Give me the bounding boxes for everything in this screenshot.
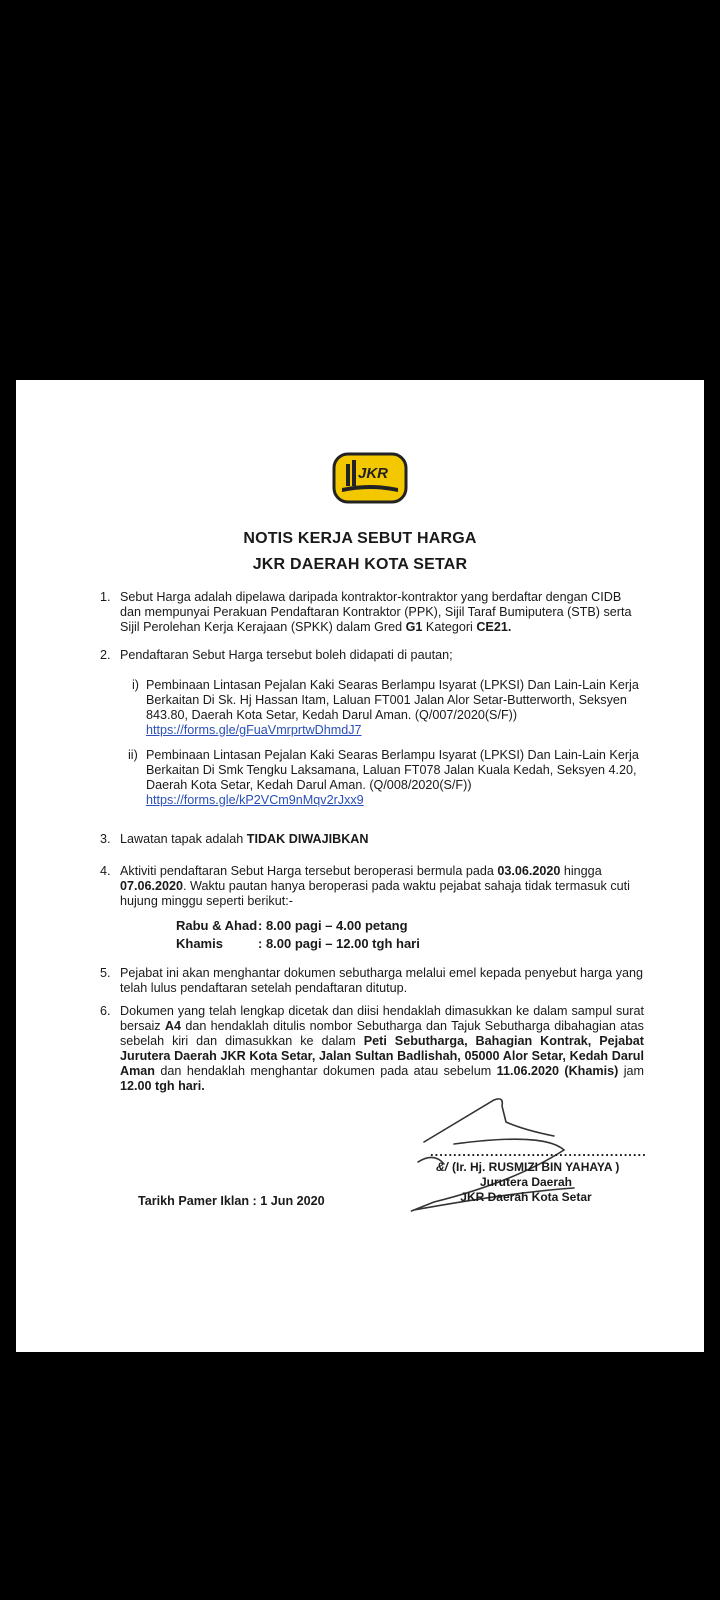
item-text: jam (618, 1064, 644, 1078)
sub-item-text: Pembinaan Lintasan Pejalan Kaki Searas Berlampu Isyarat (LPKSI) Dan Lain-Lain Kerja Berkaitan Di Sk. Hj Hassan Itam, Laluan FT001 Jalan Alor Setar-Butterworth, Seksyen 843.80, Daerah Kota Setar, Kedah Darul Aman. (Q/007/2020(S/F)) (146, 678, 639, 722)
item-2 (100, 648, 644, 663)
item-number: 3. (100, 832, 111, 846)
item-text: dan hendaklah menghantar dokumen pada atau sebelum (155, 1064, 497, 1078)
hours-time: : 8.00 pagi – 4.00 petang (258, 918, 408, 933)
item-bold: 11.06.2020 (Khamis) (496, 1064, 619, 1078)
logo-tower-a (346, 464, 350, 486)
signatory-title: Jurutera Daerah (479, 1175, 573, 1189)
signature-dots: ............................................... (430, 1144, 647, 1159)
item-6 (100, 1004, 645, 1094)
item-bold: 03.06.2020 (497, 864, 561, 878)
item-bold: G1 (405, 620, 423, 634)
notice-date: Tarikh Pamer Iklan : 1 Jun 2020 (138, 1194, 325, 1208)
item-bold: 12.00 tgh hari. (120, 1079, 205, 1093)
item-bold: 07.06.2020 (120, 879, 184, 893)
item-number: 1. (100, 590, 111, 604)
item-text: Aktiviti pendaftaran Sebut Harga tersebut beroperasi bermula pada (120, 864, 498, 878)
logo-tower-b (352, 460, 356, 486)
notice-document (16, 380, 704, 1352)
item-text: Pejabat ini akan menghantar dokumen sebutharga melalui emel kepada penyebut harga yang telah lulus pendaftaran setelah pendaftaran ditutup. (120, 966, 643, 995)
item-text: Sebut Harga adalah dipelawa daripada kontraktor-kontraktor yang berdaftar dengan CIDB dan mempunyai Perakuan Pendaftaran Kontraktor (PPK), Sijil Taraf Bumiputera (STB) serta Sijil Perolehan Kerja Kerajaan (SPKK) dalam Gred (120, 590, 632, 634)
item-number: 6. (100, 1004, 111, 1018)
item-number: 5. (100, 966, 111, 980)
hours-row-1 (176, 918, 408, 933)
registration-link-1[interactable]: https://forms.gle/gFuaVmrprtwDhmdJ7 (146, 723, 362, 737)
item-number: 2. (100, 648, 111, 662)
sub-item-number: ii) (128, 748, 138, 762)
sub-item-i (132, 678, 644, 738)
item-bold: CE21. (476, 620, 512, 634)
registration-link-2[interactable]: https://forms.gle/kP2VCm9nMqv2rJxx9 (146, 793, 364, 807)
item-text: Lawatan tapak adalah (120, 832, 247, 846)
item-3 (100, 832, 644, 847)
item-number: 4. (100, 864, 111, 878)
sub-item-ii (128, 748, 644, 808)
item-text: . Waktu pautan hanya beroperasi pada waktu pejabat sahaja tidak termasuk cuti hujung minggu seperti berikut:- (120, 879, 630, 908)
logo-text: JKR (358, 465, 389, 482)
item-bold: A4 (164, 1019, 182, 1033)
signatory-office: JKR Daerah Kota Setar (460, 1190, 592, 1204)
signature-block: &/ (Ir. Hj. RUSMIZI BIN YAHAYA ) Jurutera Daerah JKR Daerah Kota Setar (406, 1160, 646, 1205)
signatory-name: (Ir. Hj. RUSMIZI BIN YAHAYA ) (452, 1160, 620, 1174)
sub-item-text: Pembinaan Lintasan Pejalan Kaki Searas Berlampu Isyarat (LPKSI) Dan Lain-Lain Kerja Berkaitan Di Smk Tengku Laksamana, Laluan FT078 Jalan Kuala Kedah, Seksyen 4.20, Daerah Kota Setar, Kedah Darul Aman. (Q/008/2020(S/F)) (146, 748, 639, 792)
notice-title: NOTIS KERJA SEBUT HARGA (243, 530, 477, 547)
notice-subtitle: JKR DAERAH KOTA SETAR (252, 556, 468, 573)
item-1 (100, 590, 644, 635)
hours-row-2 (176, 936, 420, 951)
hours-day: Rabu & Ahad (176, 918, 258, 933)
item-text: Pendaftaran Sebut Harga tersebut boleh didapati di pautan; (120, 648, 453, 662)
sub-item-number: i) (132, 678, 139, 692)
item-4 (100, 864, 644, 909)
hours-day: Khamis (176, 936, 223, 951)
jkr-logo (332, 452, 408, 504)
item-text: dan hendaklah ditulis nombor Sebutharga dan Tajuk Sebutharga dibahagian atas sebelah kiri dan dimasukkan ke dalam (120, 1019, 644, 1048)
item-bold: TIDAK DIWAJIBKAN (246, 832, 369, 846)
item-text: hingga (560, 864, 602, 878)
item-text: Kategori (422, 620, 477, 634)
hours-time: : 8.00 pagi – 12.00 tgh hari (258, 936, 420, 951)
item-5 (100, 966, 644, 996)
item-text: Dokumen yang telah lengkap dicetak dan diisi hendaklah dimasukkan ke dalam sampul surat bersaiz (120, 1004, 644, 1033)
item-bold: Peti Sebutharga, Bahagian Kontrak, Pejabat Jurutera Daerah JKR Kota Setar, Jalan Sultan Badlishah, 05000 Alor Setar, Kedah Darul Aman (120, 1034, 645, 1078)
